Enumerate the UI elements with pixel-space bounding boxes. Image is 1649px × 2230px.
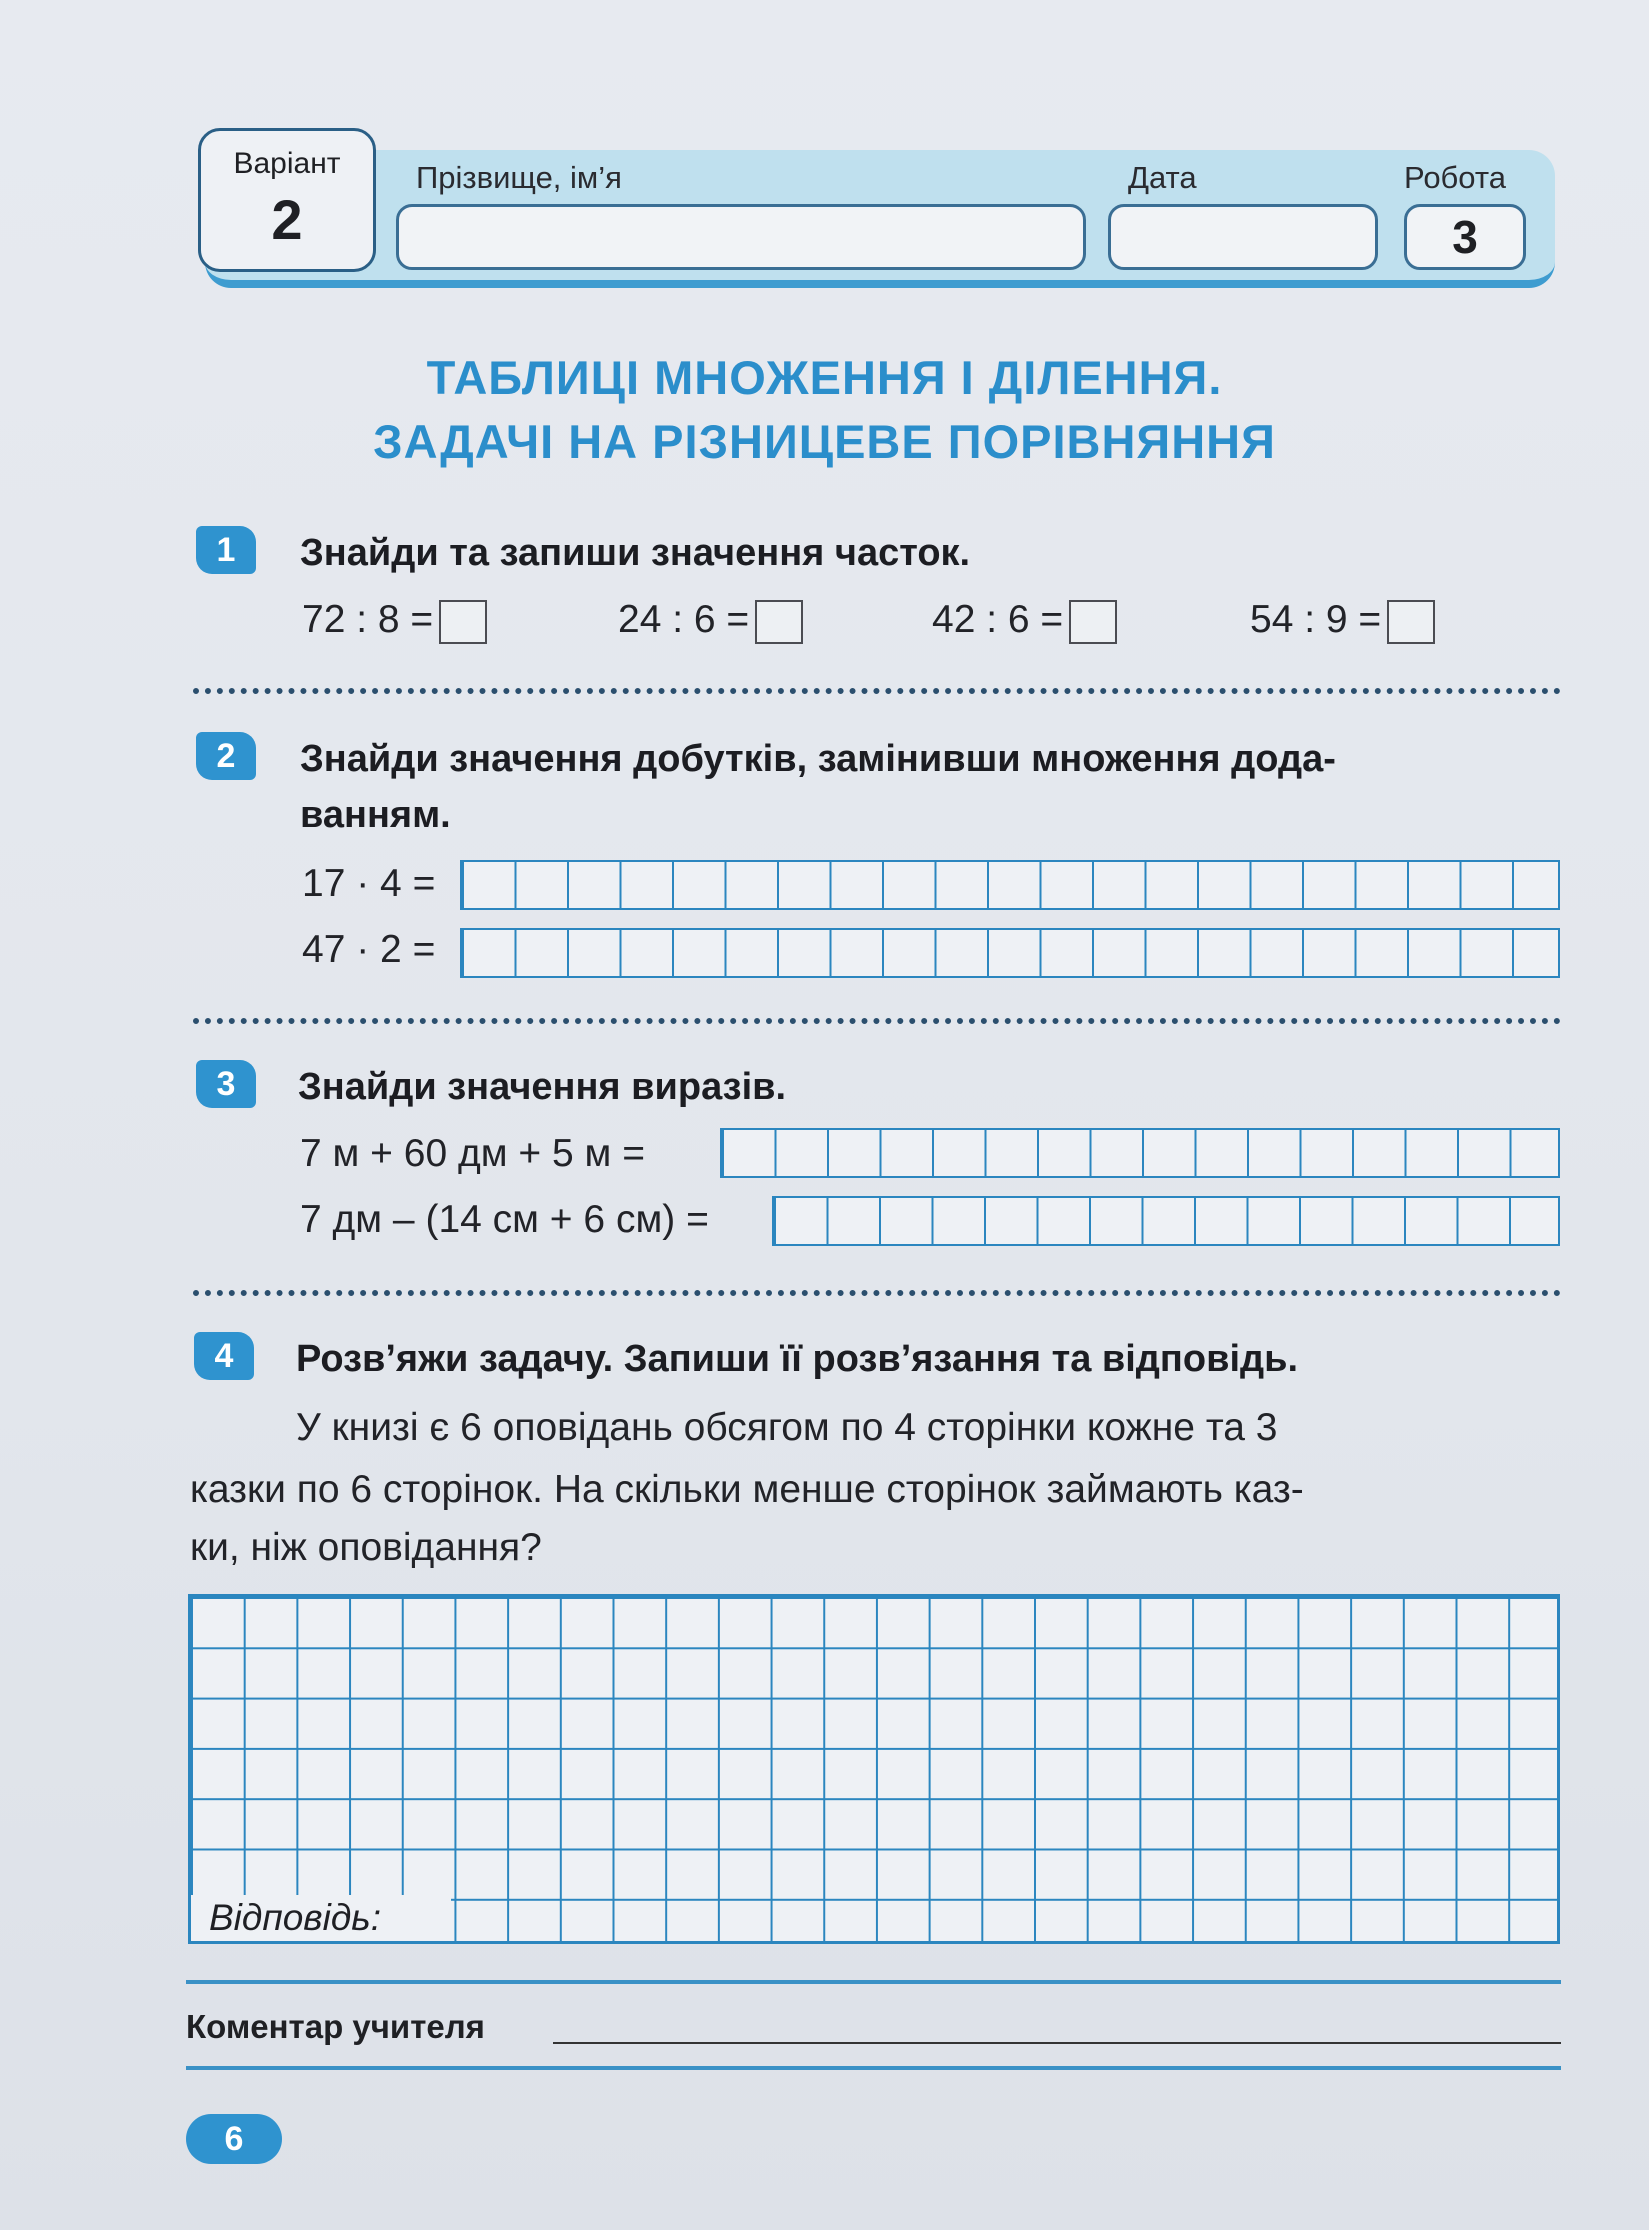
task4-text-line2: казки по 6 сторінок. На скільки менше сторінок займають каз- <box>190 1468 1304 1511</box>
task1-expr: 72 : 8 = <box>302 598 434 641</box>
name-field[interactable] <box>396 204 1086 270</box>
solution-grid[interactable] <box>188 1594 1560 1944</box>
work-label: Робота <box>1404 160 1506 195</box>
answer-box[interactable] <box>1069 600 1117 644</box>
task2-expr-1: 17 · 4 = <box>302 862 436 905</box>
task3-badge: 3 <box>196 1060 256 1108</box>
footer-line <box>186 2066 1561 2070</box>
task3-expr-1: 7 м + 60 дм + 5 м = <box>300 1132 645 1175</box>
task3-cells-1[interactable] <box>720 1128 1560 1178</box>
task3-title: Знайди значення виразів. <box>298 1066 787 1108</box>
name-label: Прізвище, ім’я <box>416 160 622 195</box>
answer-box[interactable] <box>755 600 803 644</box>
dotted-divider <box>193 1018 1561 1024</box>
page-title-line1: ТАБЛИЦІ МНОЖЕННЯ І ДІЛЕННЯ. <box>426 351 1223 404</box>
answer-box[interactable] <box>1387 600 1435 644</box>
task1-expr: 24 : 6 = <box>618 598 750 641</box>
task2-cells-1[interactable] <box>460 860 1560 910</box>
task1-item-1 <box>302 598 487 644</box>
footer-line <box>186 1980 1561 1984</box>
answer-label: Відповідь: <box>191 1895 451 1941</box>
task2-badge: 2 <box>196 732 256 780</box>
task2-title-line2: ванням. <box>300 794 451 836</box>
date-label: Дата <box>1128 160 1197 195</box>
task2-title-line1: Знайди значення добутків, замінивши множення дода- <box>300 738 1336 780</box>
date-field[interactable] <box>1108 204 1378 270</box>
page-title-line2: ЗАДАЧІ НА РІЗНИЦЕВЕ ПОРІВНЯННЯ <box>373 415 1276 468</box>
task2-expr-2: 47 · 2 = <box>302 928 436 971</box>
task1-item-4 <box>1250 598 1435 644</box>
task2-cells-2[interactable] <box>460 928 1560 978</box>
task3-expr-2: 7 дм – (14 см + 6 см) = <box>300 1198 709 1241</box>
page-number: 6 <box>186 2114 282 2164</box>
comment-input-line[interactable] <box>553 2042 1561 2044</box>
task4-text-line3: ки, ніж оповідання? <box>190 1526 542 1569</box>
comment-label: Коментар учителя <box>186 2008 485 2045</box>
task1-expr: 42 : 6 = <box>932 598 1064 641</box>
task3-cells-2[interactable] <box>772 1196 1560 1246</box>
task4-text-line1: У книзі є 6 оповідань обсягом по 4 сторінки кожне та 3 <box>296 1406 1278 1449</box>
task1-item-2 <box>618 598 803 644</box>
task1-title: Знайди та запиши значення часток. <box>300 532 971 574</box>
work-number: 3 <box>1452 211 1478 263</box>
task4-title: Розв’яжи задачу. Запиши її розв’язання та відповідь. <box>296 1338 1299 1380</box>
task4-badge: 4 <box>194 1332 254 1380</box>
task1-expr: 54 : 9 = <box>1250 598 1382 641</box>
dotted-divider <box>193 1290 1561 1296</box>
variant-label: Варіант <box>233 147 341 180</box>
dotted-divider <box>193 688 1561 694</box>
variant-box <box>198 128 376 272</box>
task1-item-3 <box>932 598 1117 644</box>
variant-number: 2 <box>271 188 303 251</box>
task1-badge: 1 <box>196 526 256 574</box>
answer-box[interactable] <box>439 600 487 644</box>
